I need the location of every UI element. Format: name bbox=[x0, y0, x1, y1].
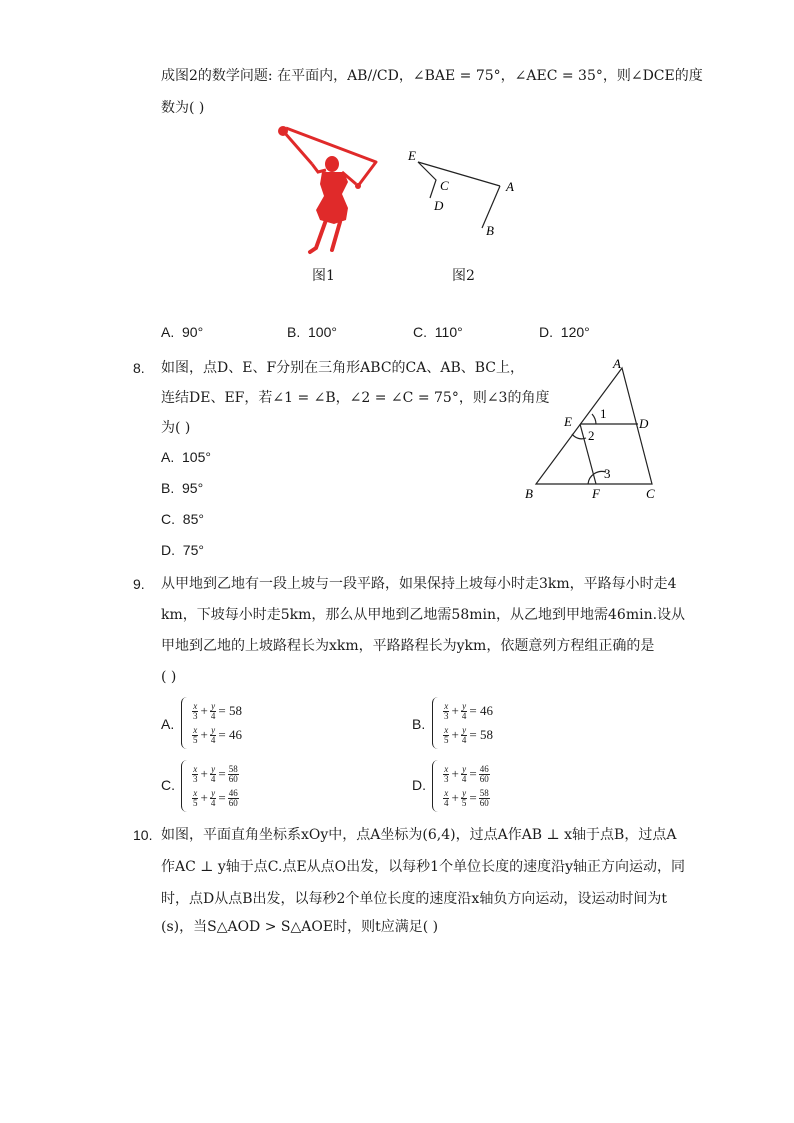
q9-option-c-letter[interactable]: C. bbox=[161, 777, 175, 793]
q10-text-line1: 如图，平面直角坐标系xOy中，点A坐标为(6,4)，过点A作AB ⊥ x轴于点B，过点A bbox=[161, 827, 677, 843]
q8-option-d[interactable]: D. 75° bbox=[161, 542, 204, 558]
brace bbox=[181, 760, 187, 812]
q8-angle-2: 2 bbox=[588, 428, 595, 443]
brace bbox=[181, 697, 187, 749]
q7-fig2-label-B: B bbox=[486, 223, 494, 238]
q8-label-F: F bbox=[592, 486, 600, 501]
q9-option-c-system[interactable]: x 3 + y 4 = 58 60 x 5 + y 4 = 46 60 bbox=[181, 760, 241, 812]
q8-label-D: D bbox=[639, 416, 649, 431]
q7-option-a[interactable]: A. 90° bbox=[161, 324, 204, 340]
q8-text-line3: 为( ) bbox=[161, 420, 191, 436]
q7-figure2-caption: 图2 bbox=[452, 268, 475, 284]
q8-label-B: B bbox=[525, 486, 533, 501]
q9-option-a-system[interactable]: x 3 + y 4 = 58 x 5 + y 4 = 46 bbox=[181, 697, 242, 749]
q7-option-d[interactable]: D. 120° bbox=[539, 324, 590, 340]
q9-option-d-system[interactable]: x 3 + y 4 = 46 60 x 4 + y 5 = 58 60 bbox=[432, 760, 492, 812]
brace bbox=[432, 760, 438, 812]
brace bbox=[432, 697, 438, 749]
q8-number: 8. bbox=[133, 360, 145, 376]
q7-fig2-label-C: C bbox=[440, 178, 449, 193]
q7-figure1-caption: 图1 bbox=[312, 268, 335, 284]
q7-text-line2: 数为( ) bbox=[161, 100, 205, 116]
q10-text-line3: 时，点D从点B出发，以每秒2个单位长度的速度沿x轴负方向运动，设运动时间为t bbox=[161, 891, 667, 907]
q9-number: 9. bbox=[133, 576, 145, 592]
q8-option-b[interactable]: B. 95° bbox=[161, 480, 204, 496]
q8-option-a[interactable]: A. 105° bbox=[161, 449, 211, 465]
q7-figure2-geometry bbox=[400, 140, 530, 240]
q10-text-line2: 作AC ⊥ y轴于点C.点E从点O出发，以每秒1个单位长度的速度沿y轴正方向运动，同 bbox=[161, 859, 685, 875]
q7-option-c[interactable]: C. 110° bbox=[413, 324, 463, 340]
q8-text-line1: 如图，点D、E、F分别在三角形ABC的CA、AB、BC上， bbox=[161, 360, 525, 376]
q9-option-a-letter[interactable]: A. bbox=[161, 716, 175, 732]
q7-fig2-label-D: D bbox=[434, 198, 444, 213]
q8-label-C: C bbox=[646, 486, 655, 501]
q8-option-c[interactable]: C. 85° bbox=[161, 511, 204, 527]
q9-option-b-letter[interactable]: B. bbox=[412, 716, 426, 732]
q9-text-line4: ( ) bbox=[161, 669, 177, 685]
q9-option-d-letter[interactable]: D. bbox=[412, 777, 426, 793]
q8-label-A: A bbox=[613, 356, 621, 371]
q7-text-line1: 成图2的数学问题: 在平面内，AB//CD，∠BAE = 75°，∠AEC = 35°，则∠DCE的度 bbox=[161, 68, 703, 84]
q7-option-b[interactable]: B. 100° bbox=[287, 324, 337, 340]
q8-label-E: E bbox=[564, 414, 572, 429]
q9-text-line3: 甲地到乙地的上坡路程长为xkm，平路路程长为ykm，依题意列方程组正确的是 bbox=[161, 638, 655, 654]
q7-figure1-dancer bbox=[272, 124, 384, 258]
q10-number: 10. bbox=[133, 827, 153, 843]
q7-fig2-label-A: A bbox=[506, 179, 514, 194]
q7-fig2-label-E: E bbox=[408, 148, 416, 163]
q10-text-line4: (s)，当S△AOD > S△AOE时，则t应满足( ) bbox=[161, 919, 439, 935]
q8-angle-3: 3 bbox=[604, 466, 611, 481]
q8-text-line2: 连结DE、EF，若∠1 = ∠B，∠2 = ∠C = 75°，则∠3的角度 bbox=[161, 390, 550, 406]
q9-text-line1: 从甲地到乙地有一段上坡与一段平路，如果保持上坡每小时走3km，平路每小时走4 bbox=[161, 576, 677, 592]
q9-option-b-system[interactable]: x 3 + y 4 = 46 x 5 + y 4 = 58 bbox=[432, 697, 493, 749]
q8-triangle-figure bbox=[518, 356, 678, 506]
q9-text-line2: km，下坡每小时走5km，那么从甲地到乙地需58min，从乙地到甲地需46min.设从 bbox=[161, 607, 686, 623]
q8-angle-1: 1 bbox=[600, 406, 607, 421]
